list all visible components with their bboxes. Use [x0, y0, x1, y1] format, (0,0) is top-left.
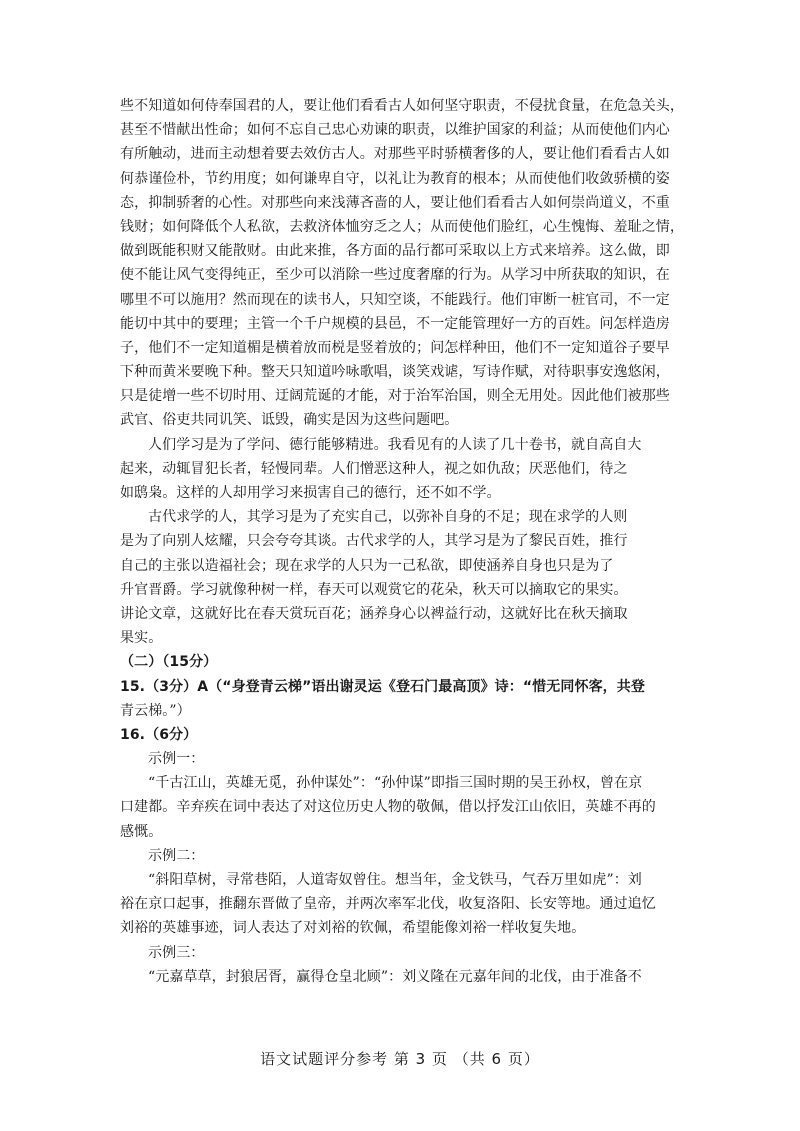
text-line: 只是徒增一些不切时用、迂阔荒诞的才能，对于治军治国，则全无用处。因此他们被那些 — [120, 388, 670, 405]
text-line: 下种而黄米要晚下种。整天只知道吟咏歌唱，谈笑戏谑，写诗作赋，对待职事安逸悠闲， — [120, 364, 670, 381]
text-line: 子，他们不一定知道楣是横着放而棁是竖着放的；问怎样种田，他们不一定知道谷子要早 — [120, 339, 670, 356]
text-line: 态，抑制骄奢的心性。对那些向来浅薄吝啬的人，要让他们看看古人如何崇尚道义，不重 — [120, 194, 670, 211]
question-15-answer — [120, 675, 680, 723]
text-line: 讲论文章，这就好比在春天赏玩百花；涵养身心以裨益行动，这就好比在秋天摘取 — [120, 605, 628, 622]
text-line: 哪里不可以施用？然而现在的读书人，只知空谈，不能践行。他们审断一桩官司，不一定 — [120, 291, 670, 308]
text-line: “千古江山，英雄无觅，孙仲谋处”：“孙仲谋”即指三国时期的吴王孙权，曾在京 — [148, 775, 643, 792]
text-line: 升官晋爵。学习就像种树一样，春天可以观赏它的花朵，秋天可以摘取它的果实。 — [120, 581, 628, 598]
example-1 — [120, 747, 680, 844]
text-line: 起来，动辄冒犯长者，轻慢同辈。人们憎恶这种人，视之如仇敌；厌恶他们，待之 — [120, 460, 628, 477]
paragraph-translation-1 — [120, 94, 684, 433]
text-line: 使不能让风气变得纯正，至少可以消除一些过度奢靡的行为。从学习中所获取的知识，在 — [120, 267, 670, 284]
text-line: 15.（3分）A（“身登青云梯”语出谢灵运《登石门最高顶》诗：“惜无同怀客，共登 — [120, 678, 645, 695]
text-line: “斜阳草树，寻常巷陌，人道寄奴曾住。想当年，金戈铁马，气吞万里如虎”：刘 — [148, 872, 642, 888]
text-line: 口建都。辛弃疾在词中表达了对这位历史人物的敬佩，借以抒发江山依旧，英雄不再的 — [120, 799, 656, 816]
text-line: 武官、俗吏共同讥笑、诋毁，确实是因为这些问题吧。 — [120, 412, 459, 429]
text-line: 刘裕的英雄事迹，词人表达了对刘裕的钦佩，希望能像刘裕一样收复失地。 — [120, 920, 586, 937]
text-line: 能切中其中的要理；主管一个千户规模的县邑，不一定能管理好一方的百姓。问怎样造房 — [120, 315, 670, 332]
question-16-heading: 16.（6分） — [120, 726, 198, 743]
text-line: 如鸱枭。这样的人却用学习来损害自己的德行，还不如不学。 — [120, 485, 501, 501]
text-line: 些不知道如何侍奉国君的人，要让他们看看古人如何坚守职责，不侵扰食量，在危急关头， — [120, 98, 684, 114]
example-2 — [120, 844, 680, 941]
paragraph-translation-2 — [120, 433, 680, 506]
text-line: 甚至不惜献出性命；如何不忘自己忠心劝谏的职责，以维护国家的利益；从而使他们内心 — [120, 122, 670, 139]
text-line: 有所触动，进而主动想着要去效仿古人。对那些平时骄横奢侈的人，要让他们看看古人如 — [120, 146, 670, 163]
text-line: 钱财；如何降低个人私欲，去救济体恤穷乏之人；从而使他们脸红，心生愧悔、羞耻之情， — [120, 218, 684, 235]
page-footer: 语文试题评分参考 第 3 页 （共 6 页） — [260, 1050, 540, 1068]
example-3 — [120, 941, 680, 989]
text-line: 果实。 — [120, 630, 163, 647]
paragraph-translation-3 — [120, 505, 680, 650]
text-line: 做到既能积财又能散财。由此来推，各方面的品行都可采取以上方式来培养。这么做，即 — [120, 243, 670, 260]
example-label: 示例一： — [148, 751, 205, 768]
section-heading: （二）（15分） — [120, 654, 218, 671]
text-line: 何恭谨俭朴，节约用度；如何谦卑自守，以礼让为教育的根本；从而使他们收敛骄横的姿 — [120, 170, 670, 187]
example-label: 示例三： — [148, 944, 205, 961]
answer-key-page — [120, 94, 684, 989]
text-line: 裕在京口起事，推翻东晋做了皇帝，并两次率军北伐，收复洛阳、长安等地。通过追忆 — [120, 896, 656, 913]
text-line: 是为了向别人炫耀，只会夸夸其谈。古代求学的人，其学习是为了黎民百姓，推行 — [120, 533, 628, 550]
text-line: 人们学习是为了学问、德行能够精进。我看见有的人读了几十卷书，就自高自大 — [148, 436, 642, 453]
text-line: 青云梯。”） — [120, 702, 191, 719]
text-line: “元嘉草草，封狼居胥，赢得仓皇北顾”：刘义隆在元嘉年间的北伐，由于准备不 — [148, 968, 642, 985]
text-line: 感慨。 — [120, 823, 163, 840]
text-line: 自己的主张以造福社会；现在求学的人只为一己私欲，即使涵养自身也只是为了 — [120, 557, 614, 574]
example-label: 示例二： — [148, 847, 205, 864]
text-line: 古代求学的人，其学习是为了充实自己，以弥补自身的不足；现在求学的人则 — [148, 509, 628, 526]
